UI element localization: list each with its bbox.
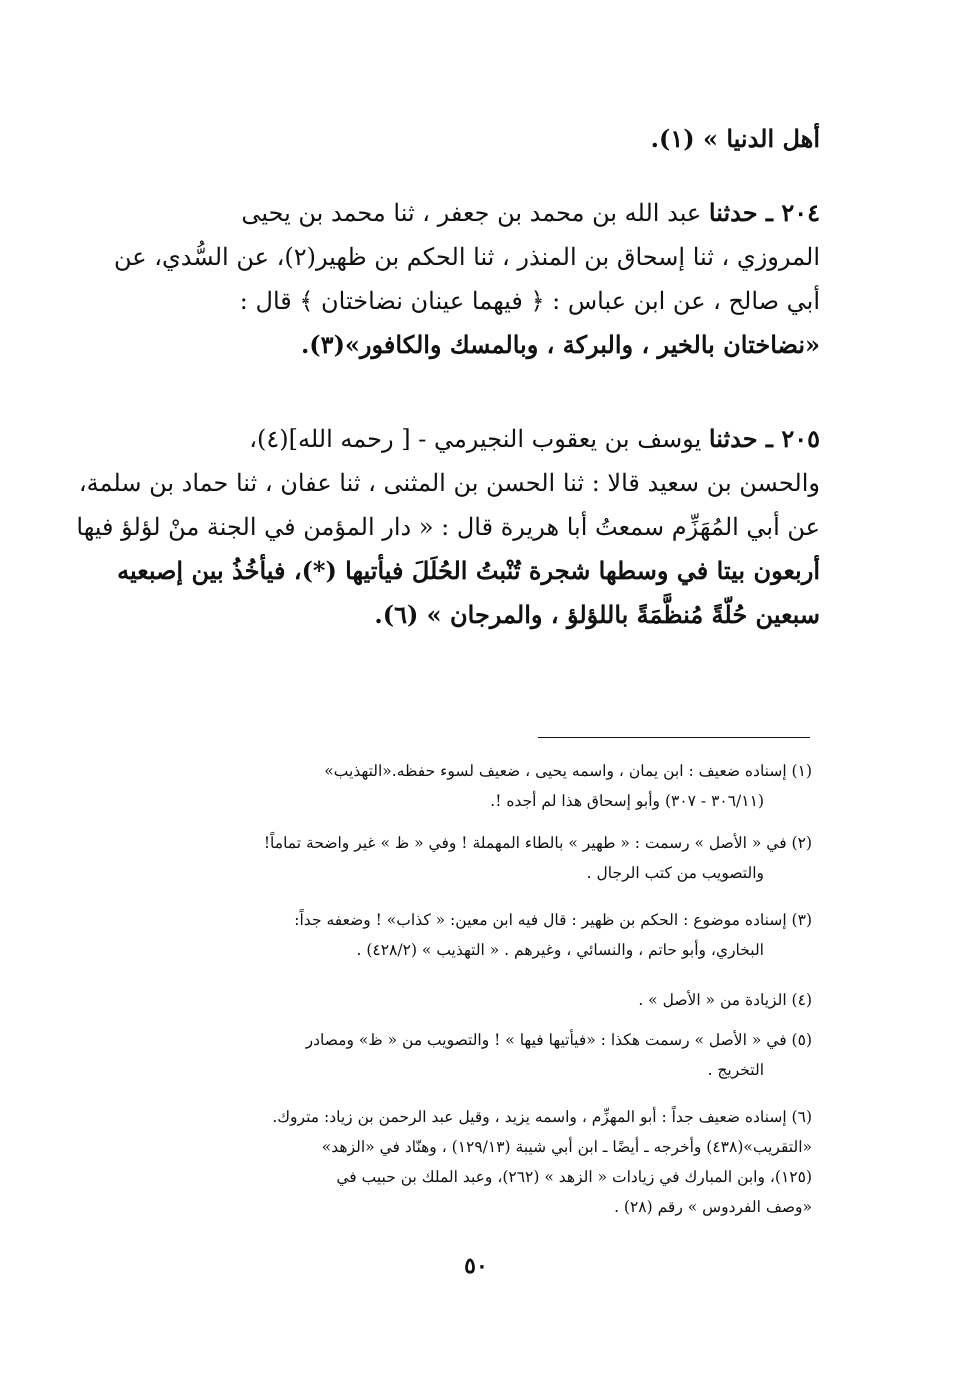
- footnote-line: التخريج .: [707, 1061, 764, 1079]
- footnote-line: (٣٠٦/١١ - ٣٠٧) وأبو إسحاق هذا لم أجده !.: [490, 792, 764, 810]
- footnote-2: [140, 828, 812, 888]
- footnote-4: [140, 985, 812, 1015]
- footnote-line: والتصويب من كتب الرجال .: [586, 864, 764, 882]
- text-line: أبي صالح ، عن ابن عباس : ﴿ فيهما عينان نضاختان ﴾ قال :: [239, 287, 820, 315]
- footnote-line: (٣) إسناده موضوع : الحكم بن ظهير : قال فيه ابن معين: « كذاب» ! وضعفه جداً:: [294, 911, 812, 929]
- text-line: يوسف بن يعقوب النجيرمي - [ رحمه الله](٤)،: [249, 425, 702, 453]
- footnote-line: «وصف الفردوس » رقم (٢٨) .: [614, 1198, 812, 1216]
- text-line: سبعين حُلّةً مُنظَّمَةً باللؤلؤ ، والمرجان » (٦).: [374, 600, 820, 629]
- footnote-separator: [538, 737, 810, 738]
- text-line: عن أبي المُهَزِّم سمعتُ أبا هريرة قال : « دار المؤمن في الجنة منْ لؤلؤ فيها: [76, 513, 820, 541]
- footnote-line: (٤) الزيادة من « الأصل » .: [638, 991, 812, 1009]
- footnote-5: [140, 1025, 812, 1085]
- hadith-205: [76, 417, 820, 637]
- hadith-204: [113, 191, 820, 367]
- text-line: المروزي ، ثنا إسحاق بن المنذر ، ثنا الحكم بن ظهير(٢)، عن السُّدي، عن: [113, 243, 820, 271]
- footnote-line: (٢) في « الأصل » رسمت : « طهير » بالطاء المهملة ! وفي « ظ » غير واضحة تماماً!: [263, 834, 812, 852]
- footnote-line: «التقريب»(٤٣٨) وأخرجه ـ أيضًا ـ ابن أبي شيبة (١٢٩/١٣) ، وهنّاد في «الزهد»: [321, 1138, 812, 1156]
- footnote-line: (٦) إسناده ضعيف جداً : أبو المهزِّم ، واسمه يزيد ، وقيل عبد الرحمن بن زياد: متروك.: [272, 1108, 812, 1126]
- text-line: أهل الدنيا » (١).: [650, 124, 820, 153]
- footnote-line: البخاري، وأبو حاتم ، والنسائي ، وغيرهم . « التهذيب » (٤٢٨/٢) .: [356, 941, 764, 959]
- footnote-line: (٥) في « الأصل » رسمت هكذا : «فيأتيها فيها » ! والتصويب من « ظ» ومصادر: [305, 1031, 812, 1049]
- footnote-line: (١) إسناده ضعيف : ابن يمان ، واسمه يحيى ، ضعيف لسوء حفظه.«التهذيب»: [324, 762, 812, 780]
- text-line: «نضاختان بالخير ، والبركة ، وبالمسك والكافور»(٣).: [300, 330, 820, 359]
- text-line: والحسن بن سعيد قالا : ثنا الحسن بن المثنى ، ثنا عفان ، ثنا حماد بن سلمة،: [78, 469, 820, 497]
- footnote-line: (١٢٥)، وابن المبارك في زيادات « الزهد » (٢٦٢)، وعبد الملك بن حبيب في: [336, 1168, 812, 1186]
- text-line: أربعون بيتا في وسطها شجرة تُنْبتُ الحُلَلَ فيأتيها (*)، فيأخُذُ بين إصبعيه: [117, 556, 820, 585]
- footnote-3: [140, 905, 812, 965]
- footnote-6: [140, 1102, 812, 1222]
- text-line: عبد الله بن محمد بن جعفر ، ثنا محمد بن يحيى: [241, 199, 702, 227]
- paragraph-continuation: [130, 117, 820, 161]
- hadith-number: ٢٠٤ ـ حدثنا: [708, 198, 820, 227]
- footnote-1: [140, 756, 812, 816]
- hadith-number: ٢٠٥ ـ حدثنا: [708, 424, 820, 453]
- page-number: ٥٠: [464, 1253, 488, 1279]
